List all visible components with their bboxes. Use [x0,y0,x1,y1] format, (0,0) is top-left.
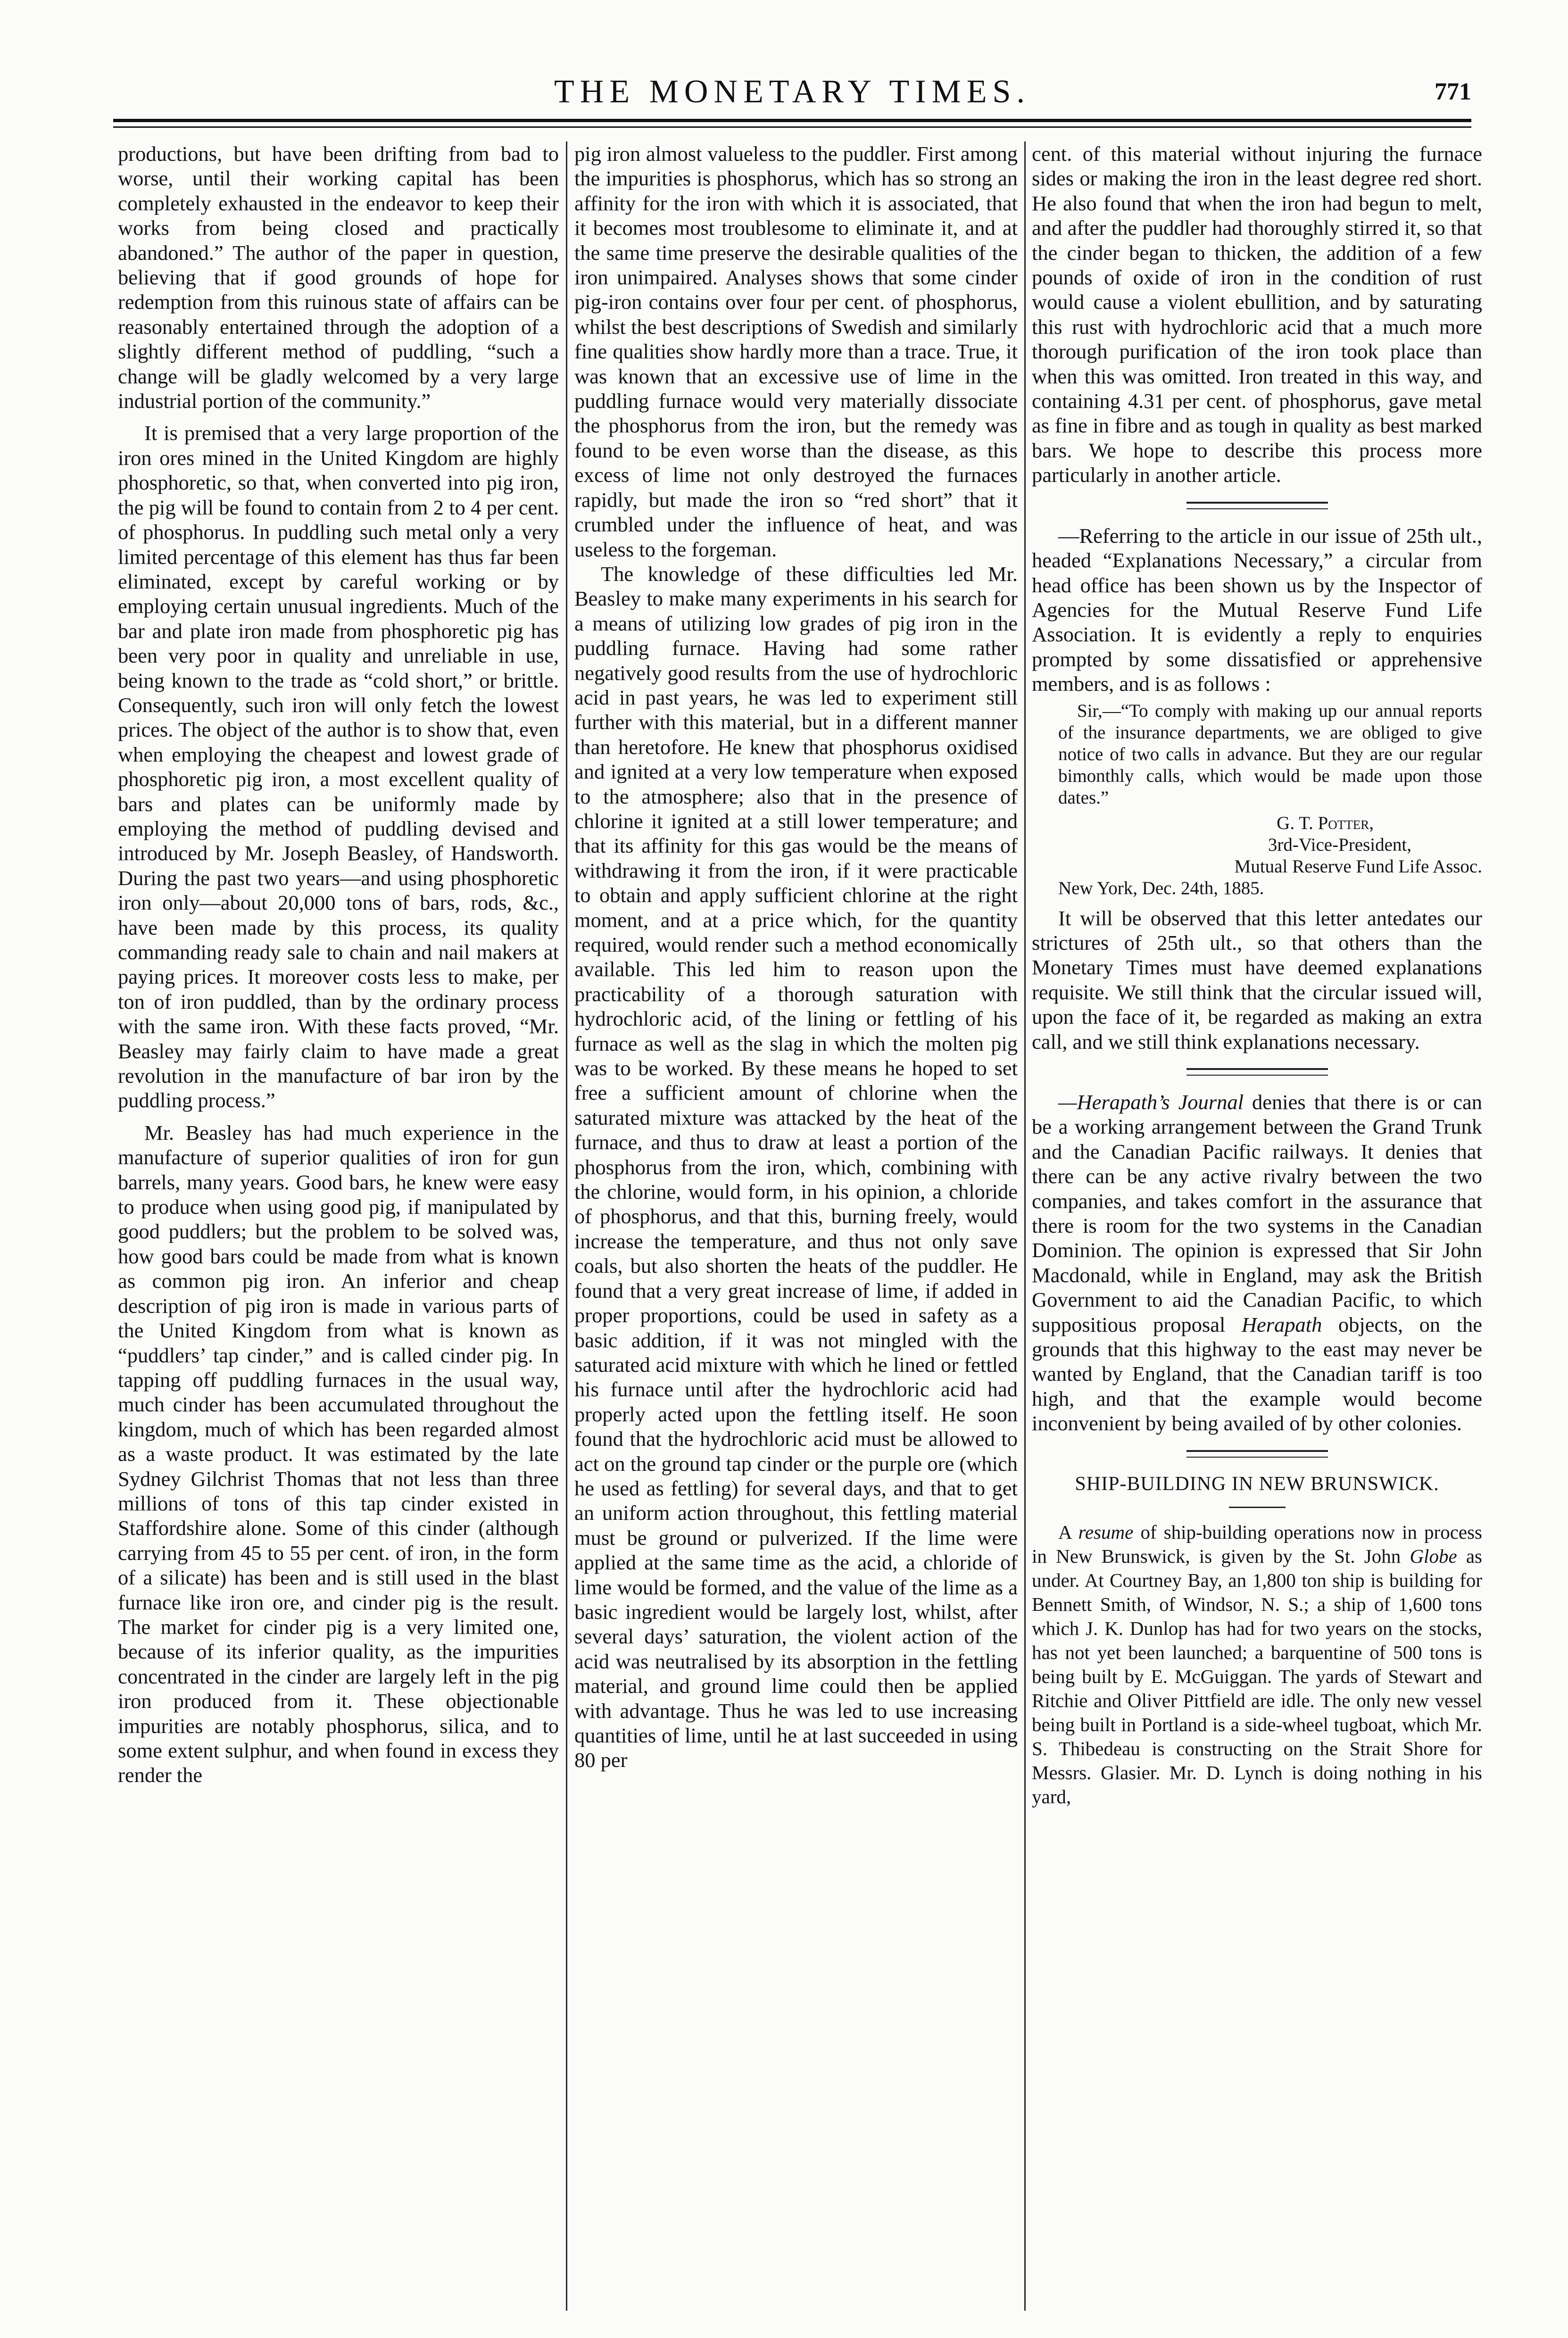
paragraph: pig iron almost valueless to the puddler. First among the impurities is phosphorus, which has so strong an affinity for the iron with which it is associated, that it becomes most troublesome to eliminate it, and at the same time preserve the desirable qualities of the iron unimpaired. Analyses shows that some cinder pig-iron contains over four per cent. of phosphorus, whilst the best descriptions of Swedish and similarly fine qualities show hardly more than a trace. True, it was known that an excessive use of lime in the puddling furnace would very materially dissociate the phosphorus from the iron, but the remedy was found to be even worse than the disease, as this excess of lime not only destroyed the furnaces rapidly, but made the iron so “red short” that it crumbled under the influence of heat, and was useless to the forgeman. [574,142,1018,561]
journal-name: —Herapath’s Journal [1058,1090,1244,1114]
text-span: of ship-building operations now in process in New Brunswick, is given by the St. John [1032,1521,1482,1567]
running-title: THE MONETARY TIMES. [554,74,1030,110]
emphasis: resume [1078,1521,1134,1543]
paragraph: It will be observed that this letter antedates our strictures of 25th ult., so that others than the Monetary Times must have deemed explanations requisite. We still think that the circular issued will, upon the face of it, be regarded as making an extra call, and we still think explanations necessary. [1032,906,1482,1053]
emphasis: Globe [1410,1545,1457,1567]
header-rule-thick [113,119,1471,122]
emphasis: Herapath [1241,1312,1322,1336]
section-heading: SHIP-BUILDING IN NEW BRUNSWICK. [1075,1473,1439,1495]
heading-rule [1229,1507,1286,1508]
page-header [113,71,1471,113]
section-separator [1186,1450,1328,1458]
paragraph: cent. of this material without injuring the furnace sides or making the iron in the least degree red short. He also found that when the iron had begun to melt, and after the puddler had thoroughly stirred it, so that the cinder began to thicken, the addition of a few pounds of oxide of iron in the condition of rust would cause a violent ebullition, and by saturating this rust with hydrochloric acid that a much more thorough purification of the iron took place than when this was omitted. Iron treated in this way, and containing 4.31 per cent. of phosphorus, gave metal as fine in fibre and as tough in quality as best marked bars. We hope to describe this process more particularly in another article. [1032,142,1482,487]
letter-text: Sir,—“To comply with making up our annual reports of the insurance departments, we are obliged to give notice of two calls in advance. But they are our regular bimonthly calls, which would be made upon those dates.” [1058,700,1482,808]
paragraph: —Referring to the article in our issue of 25th ult., headed “Explanations Necessary,” a circular from head office has been shown us by the Inspector of Agencies for the Mutual Reserve Fund Life Association. It is evidently a reply to enquiries prompted by some dissatisfied or apprehensive members, and is as follows : [1032,523,1482,696]
paragraph: Mr. Beasley has had much experience in the manufacture of superior qualities of iron for gun barrels, many years. Good bars, he knew were easy to produce when using good pig, if manipulated by good puddlers; but the problem to be solved was, how good bars could be made from what is known as common pig iron. An inferior and cheap description of pig iron is made in various parts of the United Kingdom from what is known as “puddlers’ tap cinder,” and is called cinder pig. In tapping off puddling furnaces in the usual way, much cinder has been accumulated throughout the kingdom, much of which has been regarded almost as a waste product. It was estimated by the late Sydney Gilchrist Thomas that not less than three millions of tons of this tap cinder existed in Staffordshire alone. Some of this cinder (although carrying from 45 to 55 per cent. of iron, in the form of a silicate) has been and is still used in the blast furnace like iron ore, and cinder pig is the result. The market for cinder pig is a very limited one, because of its inferior quality, as the impurities concentrated in the cinder are largely left in the pig iron produced from it. These objectionable impurities are notably phosphorus, silica, and to some extent sulphur, and when found in excess they render the [118,1120,559,1787]
paragraph [1032,1090,1482,1436]
text-span: denies that there is or can be a working arrangement between the Grand Trunk and the Canadian Pacific railways. It denies that there can be any active rivalry between the two companies, and takes comfort in the assurance that there is room for the two systems in the Canadian Dominion. The opinion is expressed that Sir John Macdonald, while in England, may ask the British Government to aid the Canadian Pacific, to which suppositious proposal [1032,1090,1482,1336]
text-span: objects, on the grounds that this highway to the east may never be wanted by England, that the Canadian tariff is too high, and that the example would become inconvenient by being availed of by other colonies. [1032,1312,1482,1435]
column-2 [574,141,1018,2311]
column-divider-2 [1024,141,1026,2311]
paragraph: The knowledge of these difficulties led Mr. Beasley to make many experiments in his search for a means of utilizing low grades of pig iron in the puddling furnace. Having had some rather negatively good results from the use of hydrochloric acid in past years, he was led to experiment still further with this material, but in a different manner than heretofore. He knew that phosphorus oxidised and ignited at a very low temperature when exposed to the atmosphere; also that in the presence of chlorine it ignited at a still lower temperature; and that its affinity for this gas would be the means of withdrawing it from the iron, if it were practicable to obtain and apply sufficient chlorine at the right moment, and at a price which, for the quantity required, would render such a method economically available. This led him to reason upon the practicability of a thorough saturation with hydrochloric acid, of the lining or fettling of his furnace as well as the slag in which the molten pig was to be worked. By these means he hoped to set free a sufficient amount of chlorine when the saturated mixture was attacked by the heat of the furnace, and thus to draw at least a portion of the phosphorus from the iron, which, combining with the chlorine, would form, in his opinion, a chloride of phosphorus, and that this, burning freely, would increase the temperature, and thus not only save coals, but also shorten the heats of the puddler. He found that a very great increase of lime, if added in proper proportions, could be used in safety as a basic addition, if it was not mingled with the saturated acid mixture with which he lined or fettled his furnace until after the hydrochloric acid had properly acted upon the fettling itself. He soon found that the hydrochloric acid must be allowed to act on the ground tap cinder or the purple ore (which he used as fettling) for several days, and that to get an uniform action throughout, this fettling material must be ground or pulverized. If the lime were applied at the same time as the acid, a chloride of lime would be formed, and the value of the lime as a basic ingredient would be largely lost, whilst, after several days’ saturation, the violent action of the acid was neutralised by its absorption in the fettling material, and ground lime could then be applied with advantage. Thus he was led to use increasing quantities of lime, until he at last succeeded in using 80 per [574,562,1018,1772]
column-3 [1032,141,1482,2311]
paragraph [1032,1520,1482,1809]
column-divider-1 [566,141,567,2311]
signature-title: 3rd-Vice-President, [1268,834,1411,855]
text-span: A [1058,1521,1079,1543]
paragraph: productions, but have been drifting from bad to worse, until their working capital has been completely exhausted in the endeavor to keep their works from being closed and practically abandoned.” The author of the paper in question, believing that if good grounds of hope for redemption from this ruinous state of affairs can be reasonably entertained through the adoption of a slightly different method of puddling, “such a change will be gladly welcomed by a very large industrial portion of the community.” [118,142,559,413]
quoted-letter [1058,700,1482,809]
text-span: as under. At Courtney Bay, an 1,800 ton ship is building for Bennett Smith, of Windsor, N. S.; a ship of 1,600 tons which J. K. Dunlop has had for two years on the stocks, has not yet been launched; a barquentine of 500 tons is being built by E. McGuiggan. The yards of Stewart and Ritchie and Oliver Pittfield are idle. The only new vessel being built in Portland is a side-wheel tugboat, which Mr. S. Thibedeau is constructing on the Strait Shore for Messrs. Glasier. Mr. D. Lynch is doing nothing in his yard, [1032,1545,1482,1808]
paragraph: It is premised that a very large proportion of the iron ores mined in the United Kingdom are highly phosphoretic, so that, when converted into pig iron, the pig will be found to contain from 2 to 4 per cent. of phosphorus. In puddling such metal only a very limited percentage of this element has thus far been eliminated, except by careful working or by employing certain unusual ingredients. Much of the bar and plate iron made from phosphoretic pig has been very poor in quality and unreliable in use, being known to the trade as “cold short,” or brittle. Consequently, such iron will only fetch the lowest prices. The object of the author is to show that, even when employing the cheapest and lowest grade of phosphoretic pig iron, a most excellent quality of bars and plates can be uniformly made by employing the method of puddling devised and introduced by Mr. Joseph Beasley, of Handsworth. During the past two years—and using phosphoretic iron only—about 20,000 tons of bars, rods, &c., have been made by this process, its quality commanding ready sale to chain and nail makers at paying prices. It moreover costs less to make, per ton of iron puddled, than by the ordinary process with the same iron. With these facts proved, “Mr. Beasley may fairly claim to have made a great revolution in the manufacture of bar iron by the puddling process.” [118,421,559,1112]
header-rule-thin [113,126,1471,128]
section-separator [1186,1068,1328,1076]
signature-name: G. T. Potter, [1277,812,1374,833]
column-1 [118,141,559,2311]
section-separator [1186,502,1328,509]
signature-organization: Mutual Reserve Fund Life Assoc. [1234,856,1482,877]
page-number: 771 [1435,78,1471,105]
signature-place-date: New York, Dec. 24th, 1885. [1058,878,1264,898]
